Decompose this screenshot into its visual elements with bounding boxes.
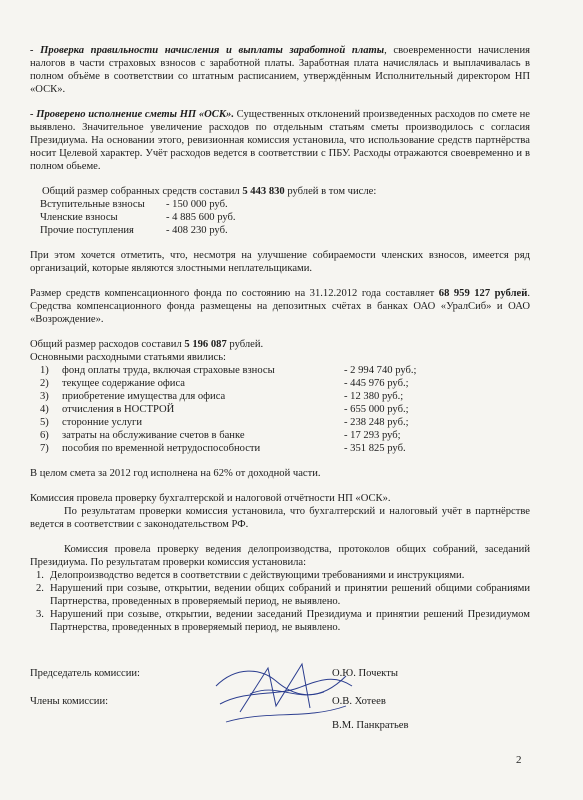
expense-amount: - 2 994 740 руб.;: [344, 365, 417, 376]
expense-num: 7): [40, 443, 49, 454]
expense-item: [30, 442, 530, 455]
paragraph-tax-check: Комиссия провела проверку бухгалтерской и налоговой отчётности НП «ОСК».: [30, 493, 391, 504]
result-text: Нарушений при созыве, открытии, ведении заседаний Президиума и принятии решений Президиумом Партнерства, проведенных в проверяемый период, не выявлено.: [50, 609, 530, 633]
expense-item: [30, 390, 530, 403]
expense-name: затраты на обслуживание счетов в банке: [62, 430, 245, 441]
expense-name: отчисления в НОСТРОЙ: [62, 404, 175, 415]
income-item: [40, 198, 530, 211]
expense-amount: - 655 000 руб.;: [344, 404, 409, 415]
expense-name: сторонние услуги: [62, 417, 143, 428]
expense-amount: - 17 293 руб;: [344, 430, 401, 441]
income-item-label: Вступительные взносы: [40, 199, 145, 210]
result-num: 3.: [36, 609, 44, 620]
expense-name: пособия по временной нетрудоспособности: [62, 443, 261, 454]
expense-intro: [30, 338, 530, 351]
expense-item: [30, 416, 530, 429]
paragraph-tax-result: По результатам проверки комиссия установила, что бухгалтерский и налоговый учёт в партнёрстве ведется в соответствии с законодательством РФ.: [30, 506, 530, 530]
result-item: [30, 608, 530, 634]
expense-num: 4): [40, 404, 49, 415]
income-intro-tail: рублей в том числе:: [284, 186, 377, 197]
income-item-value: - 4 885 600 руб.: [166, 212, 236, 223]
paragraph-debtors: При этом хочется отметить, что, несмотря на улучшение собираемости членских взносов, имеется ряд организаций, которые являются злостными неплательщиками.: [30, 250, 530, 274]
paragraph-records-check: Комиссия провела проверку ведения делопроизводства, протоколов общих собраний, заседаний Президиума. По результатам проверки комиссия установила:: [30, 544, 530, 568]
results-list: [30, 569, 530, 634]
income-intro: [30, 185, 530, 198]
expense-num: 6): [40, 430, 49, 441]
expense-num: 3): [40, 391, 49, 402]
expense-intro-2: Основными расходными статьями явились:: [30, 352, 226, 363]
result-num: 1.: [36, 570, 44, 581]
salary-check-heading: - Проверка правильности начисления и выплаты заработной платы: [30, 45, 385, 56]
expense-item: [30, 429, 530, 442]
paragraph-budget-result: В целом смета за 2012 год исполнена на 62% от доходной части.: [30, 468, 321, 479]
income-item-value: - 408 230 руб.: [166, 225, 228, 236]
paragraph-budget-check: [30, 108, 530, 173]
expense-item: [30, 364, 530, 377]
budget-check-text: Существенных отклонений произведенных расходов по смете не выявлено. Значительное увеличение расходов по отдельным статьям сметы производилось с согласия Президиума. На основании этого, ревизионная комиссия установила, что использование средств партнёрства носит Целевой характер. Учёт расходов ведется в соответствии с ПБУ. Расходы отражаются своевременно и в полном обьеме.: [30, 109, 530, 172]
expense-list: [30, 364, 530, 455]
result-item: [30, 569, 530, 582]
fund-amount: 68 959 127 рублей: [438, 288, 528, 299]
income-item-label: Прочие поступления: [40, 225, 134, 236]
expense-item: [30, 377, 530, 390]
expense-amount: - 445 976 руб.;: [344, 378, 409, 389]
expense-num: 5): [40, 417, 49, 428]
expense-name: фонд оплаты труда, включая страховые взносы: [62, 365, 275, 376]
result-text: Нарушений при созыве, открытии, ведении общих собраний и принятии решений общими собраниями Партнерства, проведенных в проверяемый период, не выявлено.: [50, 583, 530, 607]
income-intro-text: Общий размер собранных средств составил: [42, 186, 243, 197]
income-item-label: Членские взносы: [40, 212, 118, 223]
fund-text-tail: . Средства компенсационного фонда размещены на депозитных счётах в банках ОАО «УралСиб» и ОАО «Возрождение».: [30, 288, 530, 325]
expense-amount: - 238 248 руб.;: [344, 417, 409, 428]
expense-num: 1): [40, 365, 49, 376]
page-number: 2: [516, 754, 522, 766]
expense-amount: - 351 825 руб.: [344, 443, 406, 454]
document-body: [30, 44, 530, 634]
income-list: [30, 198, 530, 237]
member-2-name: В.М. Панкратьев: [332, 720, 409, 731]
income-item: [40, 211, 530, 224]
income-item: [40, 224, 530, 237]
members-label: Члены комиссии:: [30, 696, 109, 707]
expense-intro-text: Общий размер расходов составил: [30, 339, 185, 350]
result-text: Делопроизводство ведется в соответствии с действующими требованиями и инструкциями.: [50, 570, 465, 581]
salary-check-text: , своевременности начисления налогов в части страховых взносов с заработной платы. Заработная плата начислялась и выплачивалась в полном объёме в соответствии со штатным расписанием, утверждённым Исполнительный директором НП «ОСК».: [30, 45, 531, 95]
fund-text: Размер средств компенсационного фонда по состоянию на 31.12.2012 года составляет: [30, 288, 439, 299]
result-num: 2.: [36, 583, 44, 594]
expense-num: 2): [40, 378, 49, 389]
expense-name: текущее содержание офиса: [62, 378, 185, 389]
expense-amount: - 12 380 руб.;: [344, 391, 404, 402]
expense-intro-tail: рублей.: [226, 339, 264, 350]
income-item-value: - 150 000 руб.: [166, 199, 228, 210]
income-total: 5 443 830: [242, 186, 285, 197]
expense-name: приобретение имущества для офиса: [62, 391, 226, 402]
expense-item: [30, 403, 530, 416]
member-1-name: О.В. Хотеев: [332, 696, 386, 707]
chair-name: О.Ю. Почекты: [332, 668, 398, 679]
budget-check-heading: - Проверено исполнение сметы НП «ОСК».: [30, 109, 234, 120]
chair-label: Председатель комиссии:: [30, 668, 140, 679]
paragraph-compensation-fund: [30, 287, 530, 326]
result-item: [30, 582, 530, 608]
paragraph-salary-check: [30, 44, 530, 96]
expense-total: 5 196 087: [184, 339, 227, 350]
